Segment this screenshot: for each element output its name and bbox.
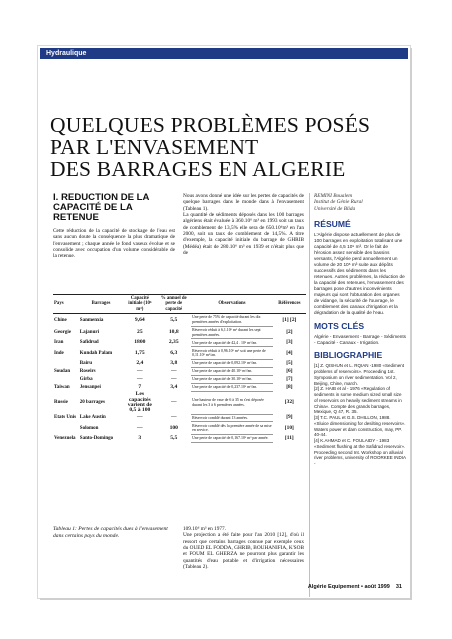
table-cell-pays: Inde — [54, 350, 64, 356]
col-header-perte: % annuel de perte de capacité — [156, 295, 191, 314]
keywords-text: Algérie - Envasement - Barrage - Sédiments - Capacité - Canaux - Irrigation. — [314, 333, 406, 345]
table-row — [53, 339, 306, 347]
table-cell-capacite: 25 — [137, 329, 143, 336]
table-cell-reference: [32] — [284, 399, 294, 406]
title-line-1: QUELQUES PROBLÈMES POSÉS — [50, 113, 371, 137]
table-cell-barrage: 20 barrages — [79, 400, 105, 406]
bottom-column — [183, 526, 304, 570]
table-cell-capacite: — — [137, 414, 143, 421]
table-cell-capacite: 1800 — [134, 339, 146, 346]
table-cell-observation: Réservoir comblé dès la première année de sa mise en service. — [191, 422, 273, 435]
table-row — [53, 314, 306, 327]
table-cell-observation: Une perte de capacité de 42,4 . 10⁶ m³/an. — [191, 339, 273, 347]
table-cell-observation: Réservoir comblé durant 13 années. — [191, 414, 273, 422]
page-number: 31 — [395, 584, 402, 590]
table-cell-perte: 2,35 — [168, 339, 179, 346]
table-cell-observation: Une perte de capacité de 40.10⁶ m³/an. — [191, 367, 273, 375]
bibliography-heading: BIBLIOGRAPHIE — [314, 350, 383, 361]
page-footer — [308, 584, 402, 590]
table-cell-reference: [9] — [286, 414, 293, 421]
section-heading-line: I. REDUCTION DE LA — [53, 192, 150, 203]
table-row — [53, 435, 306, 443]
table-cell-pays: Taiwan — [54, 384, 70, 390]
table-cell-reference: [6] — [286, 367, 293, 374]
table-cell-observation: Une perte de capacité de 30.10⁶ m³/an. — [191, 375, 273, 383]
table-cell-reference: [8] — [286, 383, 293, 390]
table-cell-barrage: Sanmenxia — [79, 317, 104, 323]
resume-text: L'Algérie dispose actuellement de plus de 100 barrages en exploitation totalisant une capacité de 4,5 10⁹ m³. Or le fait de l'érosion assez sensible des bassins versants, l'Algérie perd annuellement un volume de 20 10⁶ m³ suite aux dépôts successifs des sédiments dans les retenues. Autres problèmes, la réduction de la capacité des retenues, l'envasement des barrages pose d'autres inconvénients majeurs qui sont l'obturation des organes de vidange, la sécurité de l'ouvrage, le comblement des canaux d'irrigation et la dégradation de la qualité de l'eau. — [314, 232, 405, 315]
article-title — [50, 114, 400, 180]
author-institute: Institut de Génie Rural — [314, 199, 363, 206]
sidebar — [314, 193, 406, 467]
table-cell-capacite: 2,4 — [136, 359, 144, 366]
table-cell-pays: Venezuela — [54, 435, 76, 441]
table-cell-barrage: Safidrud — [79, 340, 99, 346]
table-row — [53, 347, 306, 360]
section-paragraph: Cette réduction de la capacité de stockage de l'eau est sans aucun doute la conséquence la plus dramatique de l'envasement ; chaque année le fond vaseux évolue et se consolide avec occupation d'un volume considérable de la retenue. — [53, 228, 175, 260]
table-cell-perte: 3,8 — [170, 359, 178, 366]
table-cell-observation: Une hauteur de vase de 6 à 35 m s'est déposée durant les 3 à 6 premières années. — [191, 391, 273, 414]
section-heading-line: CAPACITÉ DE LA — [53, 202, 133, 213]
table-cell-observation: Réservoir réduit à 6,1.10⁶ m³ durant les sept premières années. — [191, 326, 273, 339]
table-row — [53, 383, 306, 391]
table-cell-perte: 6,3 — [170, 349, 178, 356]
table-cell-capacite: — — [137, 424, 143, 431]
col-header-barrages: Barrages — [79, 295, 123, 314]
bibliography-entry: «Sediment flushing at the Safidrud reservoir». Proceeding second Int. Workshop on alluvial river problems, university of ROORKEE INDIA - — [314, 443, 406, 467]
table-cell-capacite: 1,75 — [134, 349, 145, 356]
bibliography-entry: [3] T.C. PAUL et G.S. DHILLON, 1988. «Sluice dimensioning for desilting reservoirs». Waters power et dam construction, may, PP. 40-44. — [314, 415, 406, 438]
bibliography-entry: [1] Z. QISHUN et L. RQIAN -1980 «Sediment problems of reservoirs». Proceeding 1st. — [314, 363, 405, 375]
table-cell-pays — [53, 422, 79, 435]
table-cell-capacite: — — [137, 367, 143, 374]
table-cell-pays: Soudan — [54, 368, 71, 374]
title-line-3: DES BARRAGES EN ALGERIE — [50, 157, 346, 181]
resume-heading: RÉSUMÉ — [314, 219, 351, 230]
table-cell-observation: Une perte de capacité de 0,167.10⁶ m³ par année. — [191, 435, 273, 443]
table-caption: Tableau 1: Pertes de capacités dues à l'envasement dans certains pays du monde. — [53, 526, 168, 539]
bibliography-entry: [2] Z. HAIB et al - 1976 «Regulation of sediments in some medium sized small size of reservoirs on heavily sediment streams in China». Compte des grands barrages, Mexique, Q 47, R. 35. — [314, 386, 402, 415]
table-cell-barrage: Solomon — [79, 425, 99, 431]
table-row — [53, 391, 306, 414]
bibliography-entry: Symposium on river sedimentation. Vol 2, Beijing, Chine, march. — [314, 374, 397, 386]
table-cell-perte: — — [170, 375, 177, 382]
table-cell-pays: Georgie — [54, 330, 71, 336]
table-row — [53, 367, 306, 375]
table-cell-observation: Une perte de capacité de 0,237.10⁶ m³/an. — [191, 383, 273, 391]
section-heading — [53, 193, 175, 223]
author-name: REMINI Boualem — [314, 193, 353, 199]
table-cell-reference: [10] — [284, 424, 294, 431]
table-cell-pays: Iran — [54, 340, 64, 346]
reservoir-loss-table — [53, 294, 306, 443]
table-cell-barrage: Lake Austin — [79, 415, 106, 421]
table-cell-capacite: 7 — [138, 383, 142, 390]
table-cell-barrage: Kundah Palam — [79, 350, 113, 356]
table-cell-reference: [2] — [286, 329, 293, 336]
table-cell-barrage: Santo-Domingo — [79, 435, 114, 441]
section-rubric: Hydraulique — [40, 48, 408, 59]
journal-name: Algérie Equipement • août 1999 — [307, 584, 390, 590]
table-header-row — [53, 295, 306, 314]
middle-paragraph: Nous avons donné une idée sur les pertes de capacités de quelque barrages dans le monde dans à l'envasement (Tableau 1). La quantité de sédiments déposés dans les 100 barrages algériens était évaluée à 360.10⁶ m³ en 1993 soit un taux de comblement de 13,5% elle sera de 650.10⁶m³ en l'an 2000, soit un taux de comblement de 14,5%. A titre d'exemple, la capacité initiale du barrage de GHRIB (Médéa) était de 280.10⁶ m³ en 1939 et n'était plus que de — [183, 193, 304, 257]
table-cell-perte: 5,5 — [170, 316, 178, 323]
table-cell-pays: Etats Unis — [54, 415, 77, 421]
table-cell-perte: 3,4 — [170, 383, 178, 390]
col-header-references: Références — [273, 295, 306, 314]
author-university: Université de Blida — [314, 205, 356, 212]
table-cell-reference: [4] — [286, 349, 293, 356]
table-body — [53, 314, 306, 443]
table-cell-pays: Chine — [54, 317, 67, 323]
table-cell-barrage: Jensanpei — [79, 384, 101, 390]
table-row — [53, 359, 306, 367]
column-divider — [309, 193, 310, 597]
table-cell-capacite: 3 — [138, 434, 142, 441]
table-cell-barrage: Lajanuri — [79, 330, 99, 336]
section-heading-line: RETENUE — [53, 212, 99, 223]
table-cell-reference: [1] [2] — [282, 316, 297, 323]
table-cell-barrage: Bairu — [79, 360, 93, 366]
table-cell-capacite: Les capacités varient de 0,5 à 100 — [127, 391, 152, 413]
table-cell-barrage: Girba — [79, 376, 93, 382]
col-header-capacite: Capacité initiale (10⁶ m³) — [123, 295, 156, 314]
table-cell-pays — [53, 359, 79, 367]
table-cell-perte: — — [170, 399, 177, 406]
middle-column — [183, 193, 304, 256]
table-cell-reference: [5] — [286, 359, 293, 366]
table-row — [53, 326, 306, 339]
table-cell-pays — [53, 375, 79, 383]
table-cell-observation: Réservoir réduit à 0,96.10⁶ m³ soit une perte de 0,11.10⁶ m³/an. — [191, 347, 273, 360]
table-cell-perte: 10,8 — [168, 329, 179, 336]
title-line-2: PAR L'ENVASEMENT — [50, 135, 259, 159]
table-cell-perte: — — [170, 367, 177, 374]
table-cell-barrage: Roseirs — [79, 368, 96, 374]
left-column — [53, 193, 175, 260]
table-cell-perte: 5,5 — [170, 434, 178, 441]
table-row — [53, 422, 306, 435]
table-row — [53, 414, 306, 422]
table-cell-capacite: 9,64 — [134, 316, 145, 323]
col-header-pays: Pays — [53, 295, 79, 314]
table-cell-perte: 100 — [169, 424, 178, 431]
table-cell-reference: [7] — [286, 375, 293, 382]
keywords-heading: MOTS CLÉS — [314, 320, 365, 331]
table-cell-observation: Une perte de 75% de capacité durant les dix premières années d'exploitation. — [191, 314, 273, 327]
magazine-page — [38, 46, 410, 598]
table-cell-capacite: — — [137, 375, 143, 382]
col-header-observations: Observations — [191, 295, 273, 314]
author-block — [314, 193, 406, 212]
table-cell-pays: Russie — [54, 400, 68, 406]
table-cell-reference: [11] — [285, 434, 294, 441]
table-cell-observation: Une perte de capacité de 0,092.10⁶ m³/an. — [191, 359, 273, 367]
table-cell-perte: — — [170, 414, 177, 421]
bibliography-entry: [4] K.AHMAD et C. FOULAIDY - 1983 — [314, 438, 390, 444]
table-cell-reference: [3] — [286, 339, 293, 346]
bottom-paragraph: 109.10⁶ m³ en 1977. Une projection a été faite pour l'an 2010 [12], d'où il ressort que certains barrages connue par exemple ceux du OUED EL FODDA, GHRIB, BOUHANIFIA, K'SOB et FOUM EL GHERZA ne pourront plus garantir les quantités d'eau potable et d'irrigation nécessaires (Tableau 2). — [183, 526, 304, 571]
table-row — [53, 375, 306, 383]
